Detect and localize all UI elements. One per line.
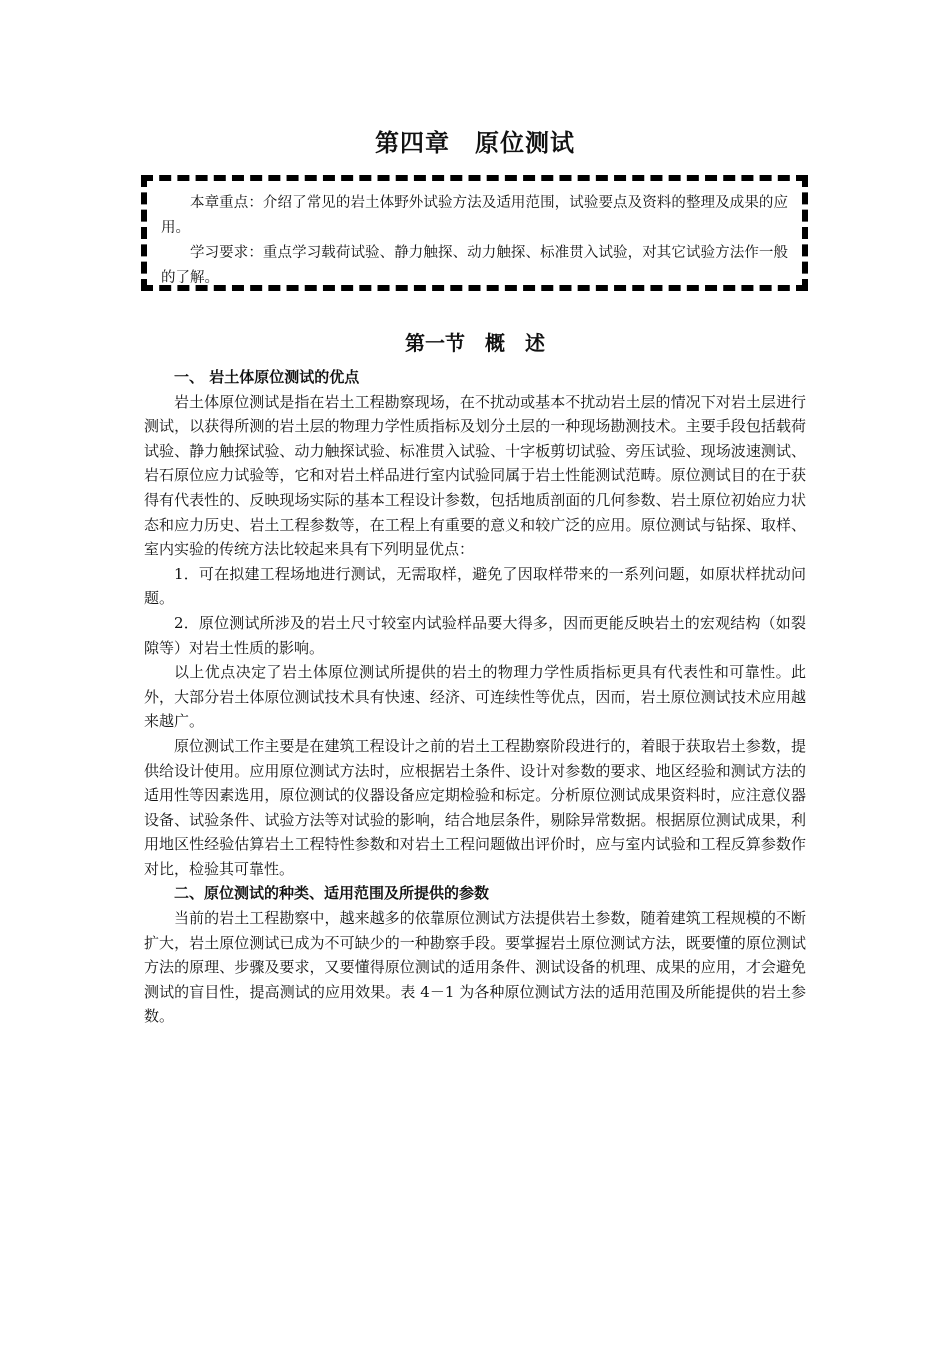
chapter-summary-box bbox=[141, 175, 808, 291]
section-title: 第一节 概 述 bbox=[405, 331, 545, 355]
section-body bbox=[144, 365, 806, 1029]
list-item-2: 2．原位测试所涉及的岩土尺寸较室内试验样品要大得多，因而更能反映岩土的宏观结构（如裂隙等）对岩土性质的影响。 bbox=[144, 613, 806, 657]
heading-advantages: 一、 岩土体原位测试的优点 bbox=[174, 368, 360, 386]
chapter-title: 第四章 原位测试 bbox=[375, 128, 575, 157]
paragraph: 岩土体原位测试是指在岩土工程勘察现场，在不扰动或基本不扰动岩土层的情况下对岩土层进行测试，以获得所测的岩土层的物理力学性质指标及划分土层的一种现场勘测技术。主要手段包括载荷试验、静力触探试验、动力触探试验、标准贯入试验、十字板剪切试验、旁压试验、现场波速测试、岩石原位应力试验等，它和对岩土样品进行室内试验同属于岩土性能测试范畴。原位测试目的在于获得有代表性的、反映现场实际的基本工程设计参数，包括地质剖面的几何参数、岩土原位初始应力状态和应力历史、岩土工程参数等，在工程上有重要的意义和较广泛的应用。原位测试与钻探、取样、室内实验的传统方法比较起来具有下列明显优点： bbox=[144, 392, 806, 559]
chapter-focus-text: 本章重点：介绍了常见的岩土体野外试验方法及适用范围，试验要点及资料的整理及成果的应用。 bbox=[161, 195, 788, 236]
heading-types: 二、原位测试的种类、适用范围及所提供的参数 bbox=[174, 884, 490, 903]
paragraph: 以上优点决定了岩土体原位测试所提供的岩土的物理力学性质指标更具有代表性和可靠性。此外，大部分岩土体原位测试技术具有快速、经济、可连续性等优点，因而，岩土原位测试技术应用越来越广。 bbox=[144, 663, 806, 731]
paragraph: 原位测试工作主要是在建筑工程设计之前的岩土工程勘察阶段进行的，着眼于获取岩土参数，提供给设计使用。应用原位测试方法时，应根据岩土条件、设计对参数的要求、地区经验和测试方法的适用性等因素选用，原位测试的仪器设备应定期检验和标定。分析原位测试成果资料时，应注意仪器设备、试验条件、试验方法等对试验的影响，结合地层条件，剔除异常数据。根据原位测试成果，利用地区性经验估算岩土工程特性参数和对岩土工程问题做出评价时，应与室内试验和工程反算参数作对比，检验其可靠性。 bbox=[144, 736, 806, 878]
list-item-1: 1．可在拟建工程场地进行测试，无需取样，避免了因取样带来的一系列问题，如原状样扰动问题。 bbox=[144, 564, 806, 608]
paragraph: 当前的岩土工程勘察中，越来越多的依靠原位测试方法提供岩土参数，随着建筑工程规模的不断扩大，岩土原位测试已成为不可缺少的一种勘察手段。要掌握岩土原位测试方法，既要懂的原位测试方法的原理、步骤及要求，又要懂得原位测试的适用条件、测试设备的机理、成果的应用，才会避免测试的盲目性，提高测试的应用效果。表 4－1 为各种原位测试方法的适用范围及所能提供的岩土参数。 bbox=[144, 909, 806, 1026]
study-requirement-text: 学习要求：重点学习载荷试验、静力触探、动力触探、标准贯入试验，对其它试验方法作一般的了解。 bbox=[161, 245, 788, 286]
